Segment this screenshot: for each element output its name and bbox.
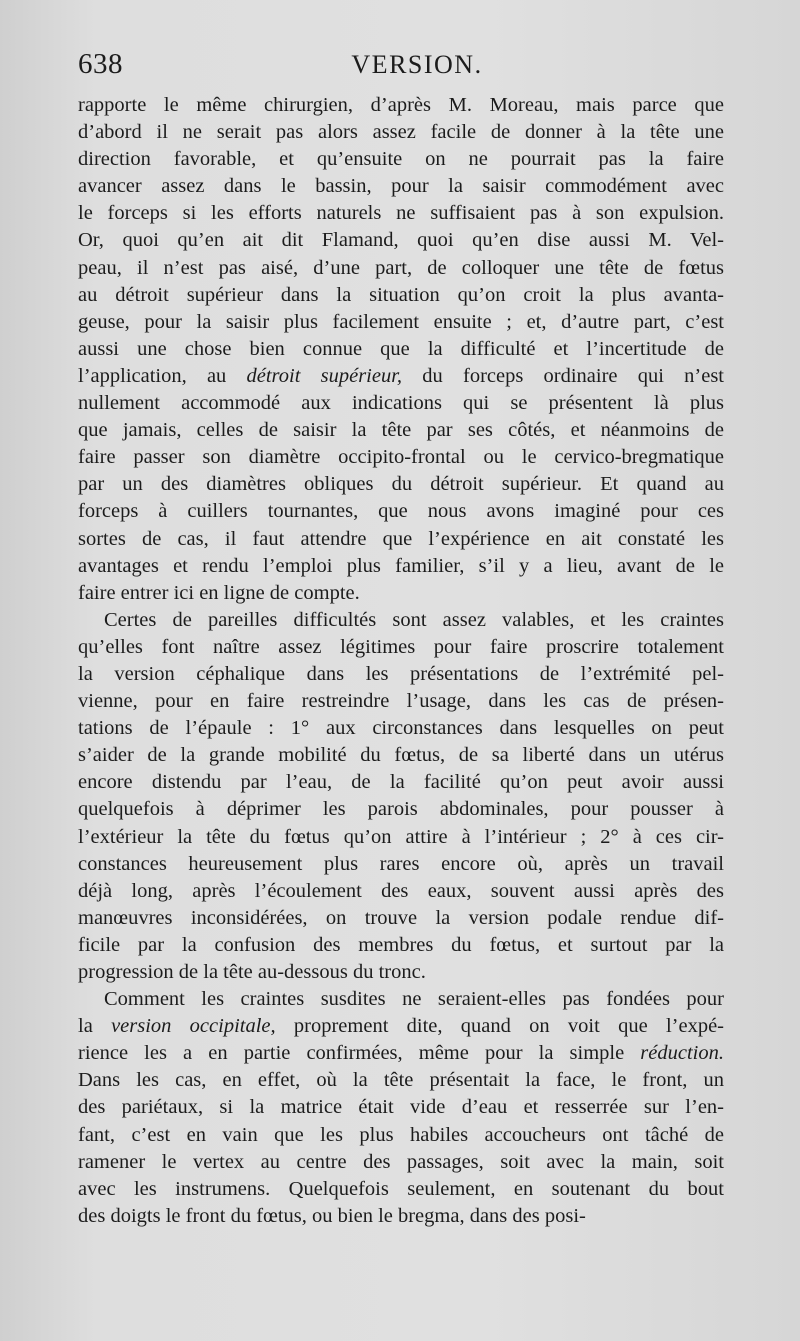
text-line: fant, c’est en vain que les plus habiles accoucheurs ont tâché de bbox=[78, 1123, 724, 1146]
text-line: peau, il n’est pas aisé, d’une part, de colloquer une tête de fœtus bbox=[78, 256, 724, 279]
text-line: des doigts le front du fœtus, ou bien le bregma, dans des posi- bbox=[78, 1204, 586, 1227]
italic-phrase: version occipitale, bbox=[111, 1015, 276, 1038]
text-line: ramener le vertex au centre des passages, soit avec la main, soit bbox=[78, 1150, 724, 1173]
text-line: déjà long, après l’écoulement des eaux, souvent aussi après des bbox=[78, 879, 724, 902]
text-line: tations de l’épaule : 1° aux circonstances dans lesquelles on peut bbox=[78, 717, 724, 740]
text-line: avec les instrumens. Quelquefois seulement, en soutenant du bout bbox=[78, 1177, 724, 1200]
text-line bbox=[78, 363, 724, 390]
italic-phrase: réduction. bbox=[640, 1042, 724, 1065]
text-line: qu’elles font naître assez légitimes pour faire proscrire totalement bbox=[78, 635, 724, 658]
text-line: d’abord il ne serait pas alors assez facile de donner à la tête une bbox=[78, 121, 724, 144]
text-line: la version céphalique dans les présentations de l’extrémité pel- bbox=[78, 662, 724, 685]
text-line: avantages et rendu l’emploi plus familier, s’il y a lieu, avant de le bbox=[78, 554, 724, 577]
text-line: Or, quoi qu’en ait dit Flamand, quoi qu’en dise aussi M. Vel- bbox=[78, 229, 724, 252]
paragraph bbox=[78, 607, 724, 986]
text-line: faire entrer ici en ligne de compte. bbox=[78, 581, 360, 604]
text-line bbox=[78, 1040, 724, 1067]
text-line: Dans les cas, en effet, où la tête présentait la face, le front, un bbox=[78, 1069, 724, 1092]
text-line: geuse, pour la saisir plus facilement ensuite ; et, d’autre part, c’est bbox=[78, 310, 724, 333]
text-line: nullement accommodé aux indications qui se présentent là plus bbox=[78, 392, 724, 415]
text-line: aussi une chose bien connue que la difficulté et l’incertitude de bbox=[78, 337, 724, 360]
text-line: que jamais, celles de saisir la tête par ses côtés, et néanmoins de bbox=[78, 419, 724, 442]
text-line: avancer assez dans le bassin, pour la saisir commodément avec bbox=[78, 175, 724, 198]
text-line: Certes de pareilles difficultés sont assez valables, et les craintes bbox=[104, 608, 724, 631]
text-line: des pariétaux, si la matrice était vide d’eau et resserrée sur l’en- bbox=[78, 1096, 724, 1119]
text-line: ficile par la confusion des membres du fœtus, et surtout par la bbox=[78, 933, 724, 956]
text-line: s’aider de la grande mobilité du fœtus, de sa liberté dans un utérus bbox=[78, 744, 724, 767]
italic-phrase: détroit supérieur, bbox=[246, 364, 403, 387]
running-title: VERSION. bbox=[351, 50, 483, 79]
text-segment: la bbox=[78, 1015, 112, 1038]
text-line: Comment les craintes susdites ne seraient-elles pas fondées pour bbox=[104, 988, 724, 1011]
text-line: rapporte le même chirurgien, d’après M. Moreau, mais parce que bbox=[78, 94, 724, 116]
text-line: quelquefois à déprimer les parois abdominales, pour pousser à bbox=[78, 798, 724, 821]
text-line: par un des diamètres obliques du détroit supérieur. Et quand au bbox=[78, 473, 724, 496]
paragraph bbox=[78, 92, 724, 607]
text-line: vienne, pour en faire restreindre l’usage, dans les cas de présen- bbox=[78, 690, 724, 713]
text-line: faire passer son diamètre occipito-frontal ou le cervico-bregmatique bbox=[78, 446, 724, 469]
text-line: progression de la tête au-dessous du tronc. bbox=[78, 961, 426, 983]
text-line: constances heureusement plus rares encore où, après un travail bbox=[78, 852, 724, 875]
text-line bbox=[78, 1013, 724, 1040]
text-segment: du forceps ordinaire qui n’est bbox=[402, 364, 724, 387]
text-line: manœuvres inconsidérées, on trouve la version podale rendue dif- bbox=[78, 906, 724, 929]
body-text bbox=[78, 92, 724, 1230]
running-head bbox=[78, 42, 724, 92]
page-number: 638 bbox=[78, 48, 123, 80]
text-segment: l’application, au bbox=[78, 364, 247, 387]
text-segment: rience les a en partie confirmées, même pour la simple bbox=[78, 1042, 641, 1065]
paragraph bbox=[78, 986, 724, 1230]
text-segment: proprement dite, quand on voit que l’expé- bbox=[275, 1015, 724, 1038]
text-line: l’extérieur la tête du fœtus qu’on attire à l’intérieur ; 2° à ces cir- bbox=[78, 825, 724, 848]
text-line: encore distendu par l’eau, de la facilité qu’on peut avoir aussi bbox=[78, 771, 724, 794]
text-line: le forceps si les efforts naturels ne suffisaient pas à son expulsion. bbox=[78, 202, 724, 225]
text-line: forceps à cuillers tournantes, que nous avons imaginé pour ces bbox=[78, 500, 724, 523]
text-line: au détroit supérieur dans la situation qu’on croit la plus avanta- bbox=[78, 283, 724, 306]
text-line: direction favorable, et qu’ensuite on ne pourrait pas la faire bbox=[78, 148, 724, 171]
text-line: sortes de cas, il faut attendre que l’expérience en ait constaté les bbox=[78, 527, 724, 550]
